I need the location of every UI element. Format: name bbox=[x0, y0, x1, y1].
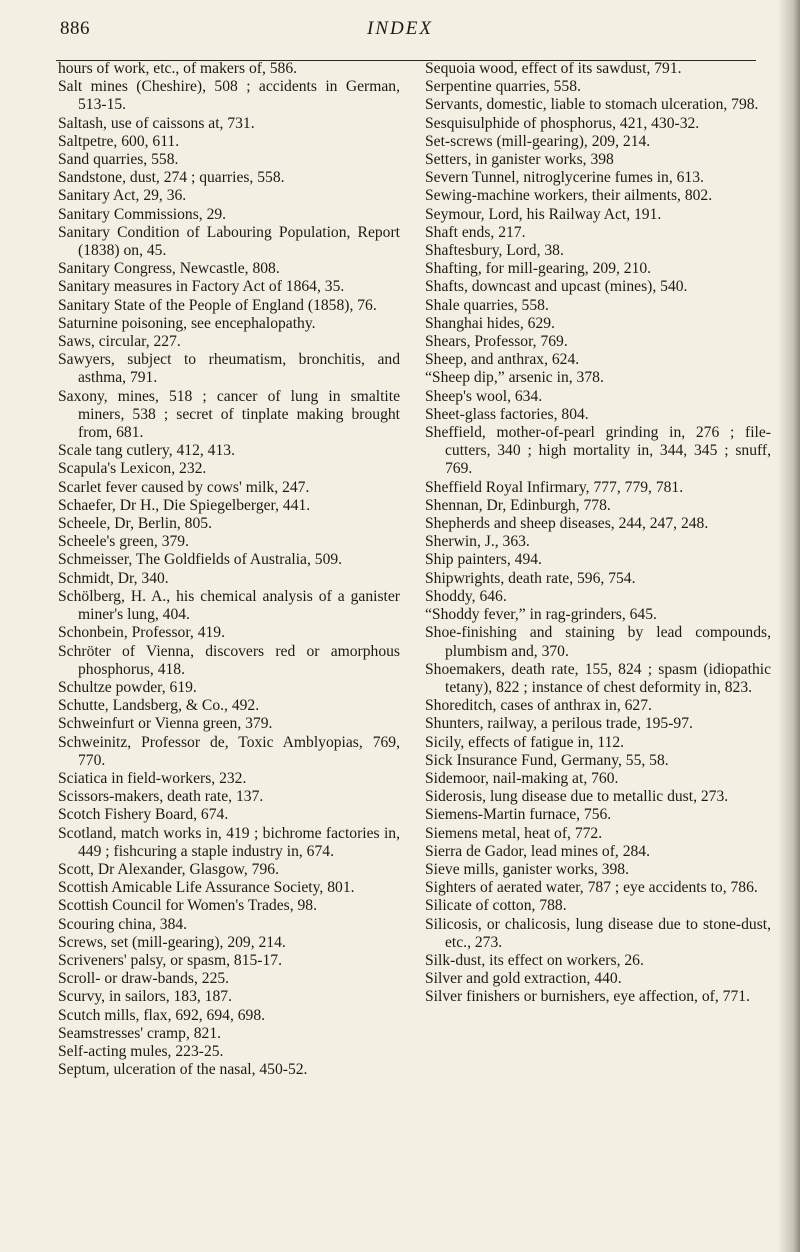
index-entry: Shaftesbury, Lord, 38. bbox=[425, 242, 564, 260]
index-entry: Scissors-makers, death rate, 137. bbox=[58, 788, 264, 806]
index-entry: Sanitary Condition of Labouring Population, Report (1838) on, 45. bbox=[58, 223, 400, 260]
index-entry: Saxony, mines, 518 ; cancer of lung in smaltite miners, 538 ; secret of tinplate making brought from, 681. bbox=[58, 387, 400, 442]
index-entry: Shoreditch, cases of anthrax in, 627. bbox=[425, 697, 652, 715]
index-entry: Shaft ends, 217. bbox=[425, 223, 526, 241]
index-entry: Salt mines (Cheshire), 508 ; accidents in German, 513-15. bbox=[58, 78, 400, 114]
index-entry: Schaefer, Dr H., Die Spiegelberger, 441. bbox=[58, 496, 311, 514]
index-entry: Saturnine poisoning, see encephalopathy. bbox=[58, 314, 316, 332]
index-entry: Sherwin, J., 363. bbox=[425, 533, 530, 551]
index-entry: Seamstresses' cramp, 821. bbox=[58, 1024, 222, 1042]
index-entry: Schröter of Vienna, discovers red or amorphous phosphorus, 418. bbox=[58, 642, 400, 678]
index-entry: Schmidt, Dr, 340. bbox=[58, 569, 169, 587]
index-entry: Sesquisulphide of phosphorus, 421, 430-32. bbox=[425, 114, 700, 132]
index-entry: Sciatica in field-workers, 232. bbox=[58, 769, 247, 787]
index-entry: “Shoddy fever,” in rag-grinders, 645. bbox=[425, 606, 657, 624]
index-entry: Saws, circular, 227. bbox=[58, 333, 181, 351]
index-entry: Schultze powder, 619. bbox=[58, 678, 197, 696]
index-entry: Sanitary measures in Factory Act of 1864, 35. bbox=[58, 278, 345, 296]
index-entry: Silicate of cotton, 788. bbox=[425, 897, 567, 915]
index-entry: Scriveners' palsy, or spasm, 815-17. bbox=[58, 951, 282, 969]
index-entry: Sheet-glass factories, 804. bbox=[425, 405, 589, 423]
index-entry: Sidemoor, nail-making at, 760. bbox=[425, 769, 619, 787]
index-entry: Severn Tunnel, nitroglycerine fumes in, 613. bbox=[425, 169, 704, 187]
index-entry: Scotland, match works in, 419 ; bichrome factories in, 449 ; fishcuring a staple industry in, 674. bbox=[58, 824, 400, 860]
index-entry: Shears, Professor, 769. bbox=[425, 333, 568, 351]
index-entry: Scottish Council for Women's Trades, 98. bbox=[58, 897, 318, 915]
index-entry: Sheffield Royal Infirmary, 777, 779, 781. bbox=[425, 478, 684, 496]
index-entry: Sieve mills, ganister works, 398. bbox=[425, 860, 629, 878]
index-entry: Scottish Amicable Life Assurance Society, 801. bbox=[58, 879, 355, 897]
index-entry: Self-acting mules, 223-25. bbox=[58, 1042, 224, 1060]
index-entry: Shunters, railway, a perilous trade, 195-97. bbox=[425, 715, 693, 733]
index-entry: Scale tang cutlery, 412, 413. bbox=[58, 442, 235, 460]
page-header bbox=[0, 14, 800, 54]
index-entry: Septum, ulceration of the nasal, 450-52. bbox=[58, 1061, 308, 1079]
index-entry: Screws, set (mill-gearing), 209, 214. bbox=[58, 933, 286, 951]
index-entry: Schmeisser, The Goldfields of Australia, 509. bbox=[58, 551, 343, 569]
index-entry: Scheele's green, 379. bbox=[58, 533, 189, 551]
index-entry: Sierra de Gador, lead mines of, 284. bbox=[425, 842, 650, 860]
index-entry: Sanitary Congress, Newcastle, 808. bbox=[58, 260, 280, 278]
index-entry: Shafts, downcast and upcast (mines), 540. bbox=[425, 278, 688, 296]
index-entry: Ship painters, 494. bbox=[425, 551, 542, 569]
running-title: INDEX bbox=[367, 18, 433, 39]
index-entry: Shoddy, 646. bbox=[425, 587, 507, 605]
index-entry: Shepherds and sheep diseases, 244, 247, 248. bbox=[425, 515, 709, 533]
index-entry: Scouring china, 384. bbox=[58, 915, 188, 933]
index-entry: Schonbein, Professor, 419. bbox=[58, 624, 225, 642]
index-entry: Sandstone, dust, 274 ; quarries, 558. bbox=[58, 169, 285, 187]
index-entry: Servants, domestic, liable to stomach ulceration, 798. bbox=[425, 96, 759, 114]
index-entry: Scroll- or draw-bands, 225. bbox=[58, 970, 230, 988]
index-entry: Sheep's wool, 634. bbox=[425, 387, 543, 405]
index-entry: Shafting, for mill-gearing, 209, 210. bbox=[425, 260, 652, 278]
index-entry: Sheep, and anthrax, 624. bbox=[425, 351, 580, 369]
index-entry: Sighters of aerated water, 787 ; eye accidents to, 786. bbox=[425, 879, 758, 897]
index-entry: Scarlet fever caused by cows' milk, 247. bbox=[58, 478, 310, 496]
index-entry: Sewing-machine workers, their ailments, 802. bbox=[425, 187, 713, 205]
index-entry: Sand quarries, 558. bbox=[58, 151, 179, 169]
index-entry: Sanitary Commissions, 29. bbox=[58, 205, 227, 223]
index-entry: Scotch Fishery Board, 674. bbox=[58, 806, 229, 824]
index-column-left bbox=[58, 60, 400, 1079]
index-entry: Silver finishers or burnishers, eye affection, of, 771. bbox=[425, 988, 750, 1006]
index-entry: Schweinitz, Professor de, Toxic Amblyopias, 769, 770. bbox=[58, 733, 400, 769]
index-entry: Saltpetre, 600, 611. bbox=[58, 132, 180, 150]
index-entry: Schweinfurt or Vienna green, 379. bbox=[58, 715, 273, 733]
index-entry: Sicily, effects of fatigue in, 112. bbox=[425, 733, 625, 751]
page-number: 886 bbox=[60, 18, 90, 39]
index-entry: Shoemakers, death rate, 155, 824 ; spasm (idiopathic tetany), 822 ; instance of chest deformity in, 823. bbox=[425, 660, 771, 696]
index-entry: Shipwrights, death rate, 596, 754. bbox=[425, 569, 636, 587]
index-entry: Siderosis, lung disease due to metallic dust, 273. bbox=[425, 788, 729, 806]
index-entry: Setters, in ganister works, 398 bbox=[425, 151, 614, 169]
index-entry: Scott, Dr Alexander, Glasgow, 796. bbox=[58, 860, 279, 878]
index-entry: Scurvy, in sailors, 183, 187. bbox=[58, 988, 232, 1006]
page-edge-shadow bbox=[778, 0, 800, 1252]
index-entry: Shoe-finishing and staining by lead compounds, plumbism and, 370. bbox=[425, 624, 771, 660]
index-entry: Set-screws (mill-gearing), 209, 214. bbox=[425, 132, 651, 150]
index-entry: Siemens metal, heat of, 772. bbox=[425, 824, 603, 842]
index-entry: Sequoia wood, effect of its sawdust, 791. bbox=[425, 60, 682, 77]
index-entry: Sick Insurance Fund, Germany, 55, 58. bbox=[425, 751, 669, 769]
index-entry: “Sheep dip,” arsenic in, 378. bbox=[425, 369, 604, 387]
index-entry: Silver and gold extraction, 440. bbox=[425, 970, 622, 988]
index-entry: Siemens-Martin furnace, 756. bbox=[425, 806, 612, 824]
index-entry: Serpentine quarries, 558. bbox=[425, 78, 581, 96]
index-entry: Silicosis, or chalicosis, lung disease due to stone-dust, etc., 273. bbox=[425, 915, 771, 951]
index-entry: Scapula's Lexicon, 232. bbox=[58, 460, 207, 478]
index-entry: hours of work, etc., of makers of, 586. bbox=[58, 60, 298, 77]
index-entry: Saltash, use of caissons at, 731. bbox=[58, 114, 255, 132]
index-entry: Sheffield, mother-of-pearl grinding in, 276 ; file-cutters, 340 ; high mortality in, 344, 345 ; snuff, 769. bbox=[425, 424, 771, 478]
index-entry: Scheele, Dr, Berlin, 805. bbox=[58, 515, 212, 533]
index-entry: Shennan, Dr, Edinburgh, 778. bbox=[425, 496, 611, 514]
index-entry: Sanitary Act, 29, 36. bbox=[58, 187, 187, 205]
index-entry: Shanghai hides, 629. bbox=[425, 314, 555, 332]
index-entry: Shale quarries, 558. bbox=[425, 296, 549, 314]
index-entry: Schölberg, H. A., his chemical analysis of a ganister miner's lung, 404. bbox=[58, 587, 400, 624]
index-entry: Sanitary State of the People of England (1858), 76. bbox=[58, 296, 377, 314]
index-entry: Scutch mills, flax, 692, 694, 698. bbox=[58, 1006, 266, 1024]
index-column-right bbox=[425, 60, 771, 1007]
index-entry: Silk-dust, its effect on workers, 26. bbox=[425, 951, 644, 969]
index-entry: Schutte, Landsberg, & Co., 492. bbox=[58, 697, 260, 715]
index-entry: Sawyers, subject to rheumatism, bronchitis, and asthma, 791. bbox=[58, 351, 400, 387]
index-entry: Seymour, Lord, his Railway Act, 191. bbox=[425, 205, 662, 223]
